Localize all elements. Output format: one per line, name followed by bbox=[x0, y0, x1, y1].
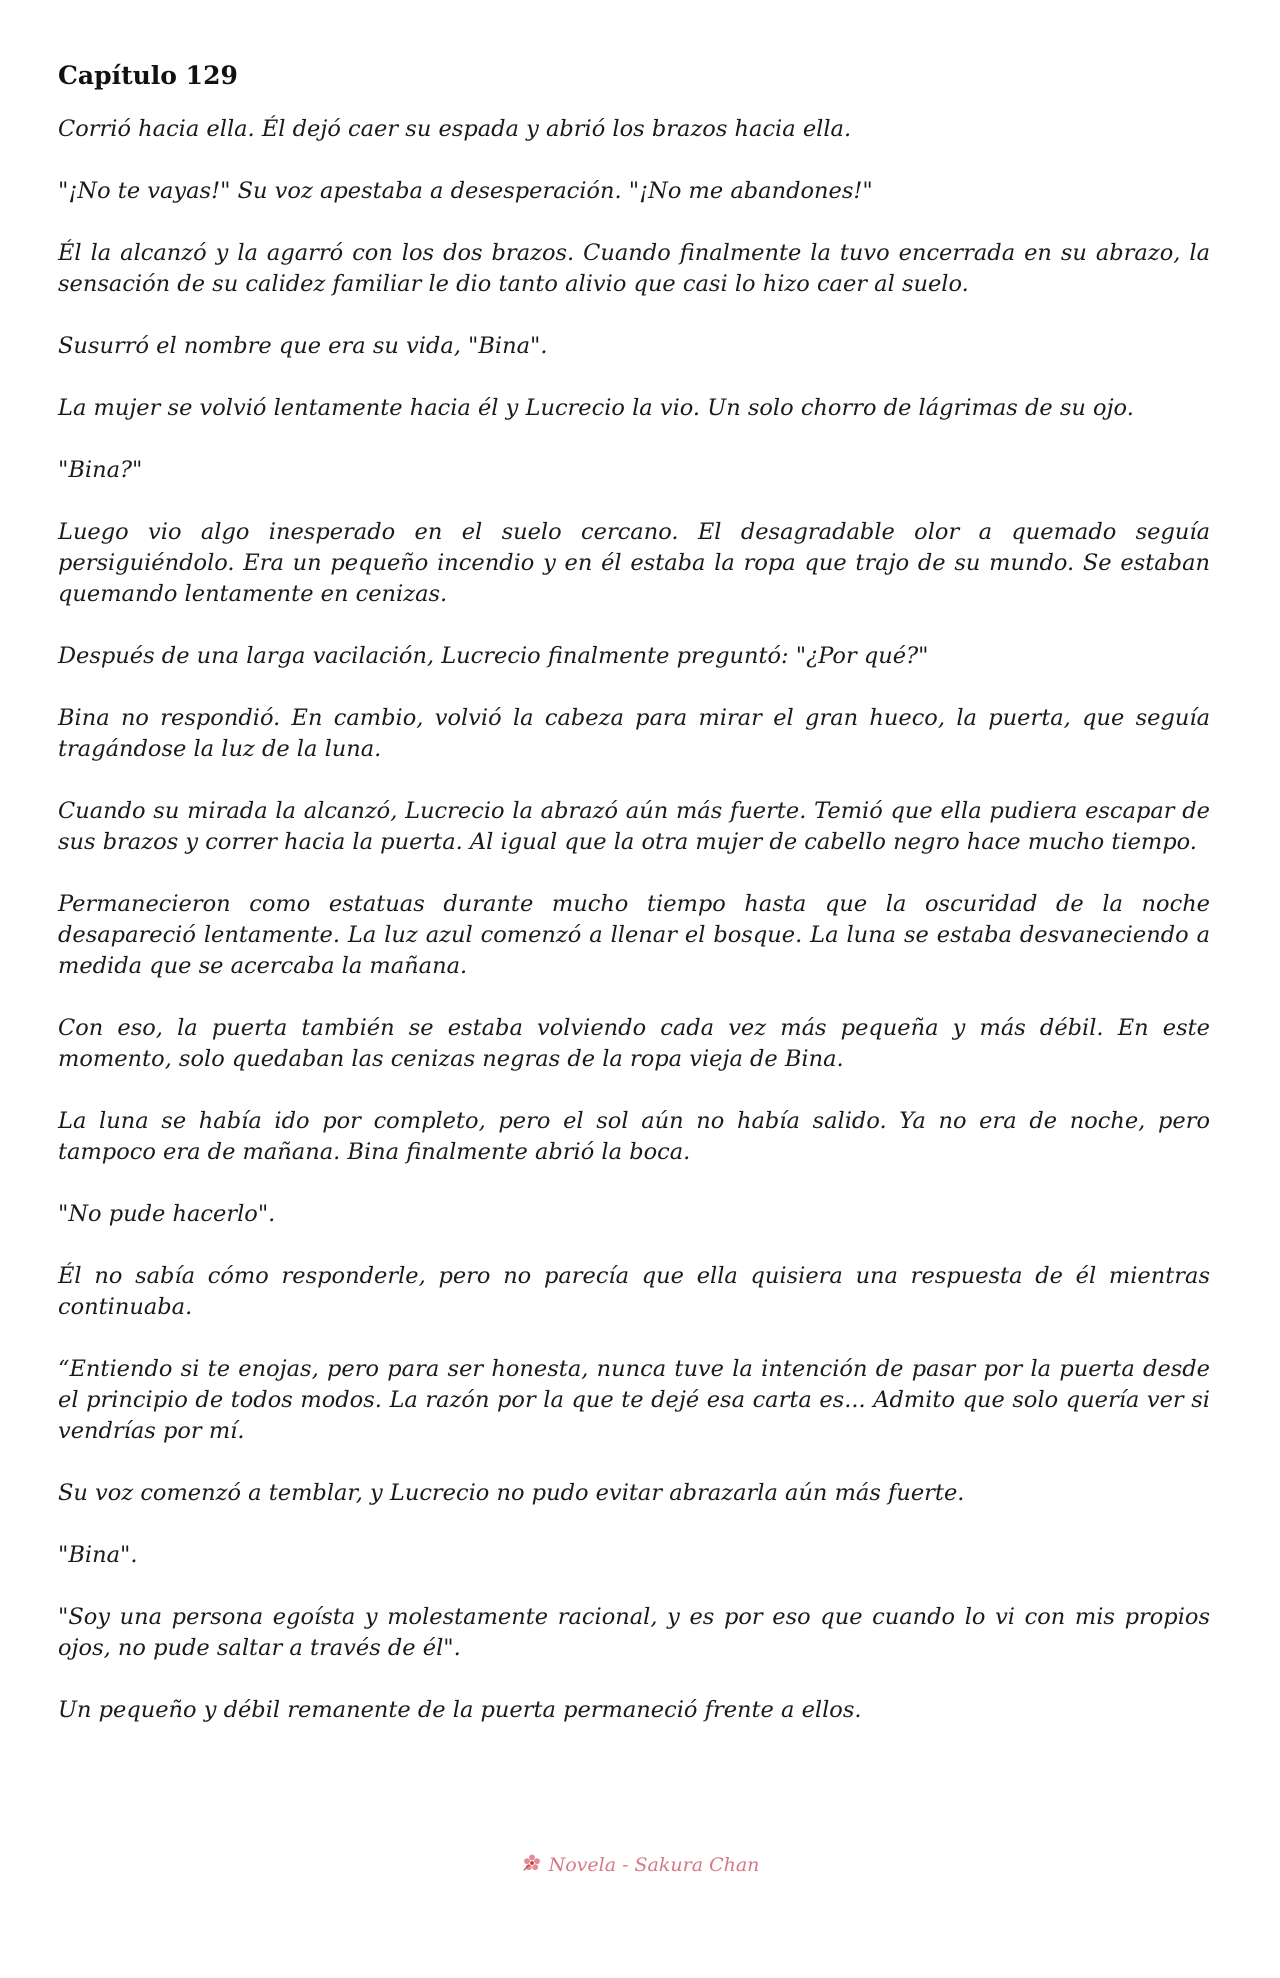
paragraph: La luna se había ido por completo, pero el sol aún no había salido. Ya no era de noche, pero tampoco era de mañana. Bina finalmente abrió la boca. bbox=[58, 1108, 1210, 1165]
paragraph: Bina no respondió. En cambio, volvió la cabeza para mirar el gran hueco, la puerta, que seguía tragándose la luz de la luna. bbox=[58, 705, 1210, 762]
chapter-page bbox=[58, 58, 1210, 1757]
sakura-flower-icon bbox=[521, 1852, 543, 1874]
paragraph: Él la alcanzó y la agarró con los dos brazos. Cuando finalmente la tuvo encerrada en su abrazo, la sensación de su calidez familiar le dio tanto alivio que casi lo hizo caer al suelo. bbox=[58, 240, 1210, 297]
paragraph: Su voz comenzó a temblar, y Lucrecio no pudo evitar abrazarla aún más fuerte. bbox=[58, 1480, 965, 1506]
paragraph: "No pude hacerlo". bbox=[58, 1201, 276, 1227]
paragraph: Con eso, la puerta también se estaba volviendo cada vez más pequeña y más débil. En este momento, solo quedaban las cenizas negras de la ropa vieja de Bina. bbox=[58, 1015, 1210, 1072]
paragraph: "¡No te vayas!" Su voz apestaba a desesperación. "¡No me abandones!" bbox=[58, 178, 873, 204]
watermark-text: Novela - Sakura Chan bbox=[548, 1854, 760, 1876]
paragraph: Después de una larga vacilación, Lucrecio finalmente preguntó: "¿Por qué?" bbox=[58, 643, 929, 669]
chapter-body bbox=[58, 114, 1210, 1726]
paragraph: "Bina". bbox=[58, 1542, 138, 1568]
chapter-title: Capítulo 129 bbox=[58, 61, 238, 90]
paragraph: Un pequeño y débil remanente de la puerta permaneció frente a ellos. bbox=[58, 1697, 862, 1723]
paragraph: Susurró el nombre que era su vida, "Bina". bbox=[58, 333, 548, 359]
paragraph: "Bina?" bbox=[58, 457, 143, 483]
paragraph: Luego vio algo inesperado en el suelo cercano. El desagradable olor a quemado seguía persiguiéndolo. Era un pequeño incendio y en él estaba la ropa que trajo de su mundo. Se estaban quemando lentamente en cenizas. bbox=[58, 519, 1210, 607]
paragraph: La mujer se volvió lentamente hacia él y Lucrecio la vio. Un solo chorro de lágrimas de su ojo. bbox=[58, 395, 1134, 421]
watermark bbox=[0, 1852, 1280, 1876]
paragraph: Corrió hacia ella. Él dejó caer su espada y abrió los brazos hacia ella. bbox=[58, 116, 852, 142]
paragraph: "Soy una persona egoísta y molestamente racional, y es por eso que cuando lo vi con mis propios ojos, no pude saltar a través de él". bbox=[58, 1604, 1210, 1661]
paragraph: Cuando su mirada la alcanzó, Lucrecio la abrazó aún más fuerte. Temió que ella pudiera escapar de sus brazos y correr hacia la puerta. Al igual que la otra mujer de cabello negro hace mucho tiempo. bbox=[58, 798, 1210, 855]
paragraph: Permanecieron como estatuas durante mucho tiempo hasta que la oscuridad de la noche desapareció lentamente. La luz azul comenzó a llenar el bosque. La luna se estaba desvaneciendo a medida que se acercaba la mañana. bbox=[58, 891, 1210, 979]
paragraph: “Entiendo si te enojas, pero para ser honesta, nunca tuve la intención de pasar por la puerta desde el principio de todos modos. La razón por la que te dejé esa carta es... Admito que solo quería ver si vendrías por mí. bbox=[58, 1356, 1210, 1444]
paragraph: Él no sabía cómo responderle, pero no parecía que ella quisiera una respuesta de él mientras continuaba. bbox=[58, 1263, 1210, 1320]
